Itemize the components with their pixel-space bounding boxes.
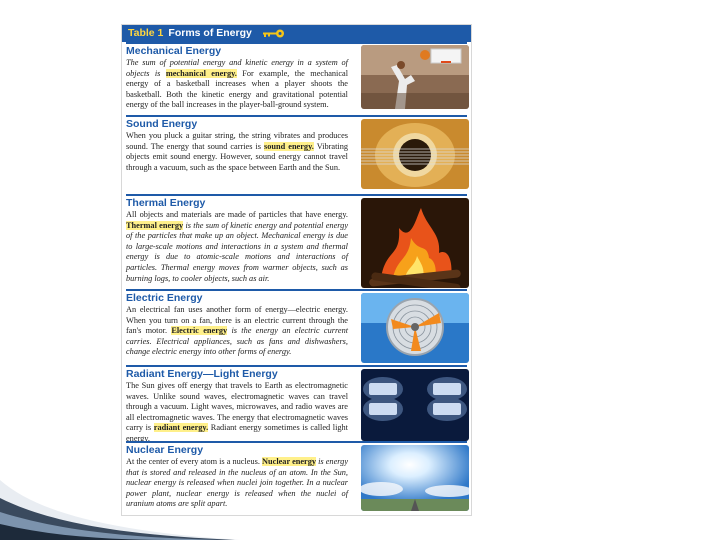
key-term: Thermal energy	[126, 220, 184, 230]
table-title: Forms of Energy	[168, 27, 252, 39]
section-text: All objects and materials are made of particles that have energy. Thermal energy is the sum of kinetic energy and potential energy of the particles that make up an object. Mechanical energy is due to large-scale motions and interactions in a system and thermal energy is due to atomic-scale motions and interactions of particles. Thermal energy moves from warmer objects, such as burning logs, to cooler objects, such as air.	[126, 210, 349, 283]
key-term: sound energy.	[264, 141, 314, 151]
section-heading: Thermal Energy	[126, 197, 206, 209]
section-text: At the center of every atom is a nucleus. Nuclear energy is energy that is stored and released in the nucleus of an atom. In the Sun, nuclear energy is released when nuclei join together. In a nuclear power plant, nuclear energy is released when the nuclei of uranium atoms are split apart.	[126, 457, 349, 509]
section-heading: Radiant Energy—Light Energy	[126, 368, 278, 380]
section-heading: Electric Energy	[126, 292, 203, 304]
key-term: Electric energy	[171, 326, 228, 336]
key-term: Nuclear energy	[262, 457, 317, 466]
section-text: An electrical fan uses another form of energy—electric energy. When you turn on a fan, there is an electric current through the fan's motor. Electric energy is the energy an electric current carries. Electrical appliances, such as fans and dishwashers, change electric energy into other forms of energy.	[126, 305, 349, 357]
section-text: The Sun gives off energy that travels to Earth as electromagnetic waves. Unlike sound waves, electromagnetic waves can travel through a vacuum. Light waves, microwaves, and radio waves are all electromagnetic waves. The energy that electromagnetic waves carry is radiant energy. Radiant energy sometimes is called light energy.	[126, 381, 348, 443]
sun-sky-photo	[361, 445, 469, 511]
forms-of-energy-table	[121, 24, 472, 516]
key-icon	[261, 29, 285, 38]
basketball-player-photo	[361, 45, 469, 109]
section-heading: Mechanical Energy	[126, 45, 222, 57]
section-text: When you pluck a guitar string, the string vibrates and produces sound. The energy that sound carries is sound energy. Vibrating objects emit sound energy. However, sound energy cannot travel through a vacuum, such as the space between Earth and the Sun.	[126, 131, 349, 172]
section-text: The sum of potential energy and kinetic energy in a system of objects is mechanical energy. For example, the mechanical energy of a basketball increases when a player shoots the basketball. Both the kinetic energy and gravitational potential energy of the ball increases in the player-ball-ground system.	[126, 58, 349, 110]
electric-fan-photo	[361, 293, 469, 363]
section-heading: Sound Energy	[126, 118, 198, 130]
table-number: Table 1	[128, 27, 164, 39]
key-term: radiant energy.	[153, 423, 209, 433]
table-title-bar	[122, 25, 471, 42]
section-heading: Nuclear Energy	[126, 444, 204, 456]
campfire-photo	[361, 198, 469, 288]
key-term: mechanical energy.	[165, 68, 237, 78]
guitar-photo	[361, 119, 469, 189]
stadium-lights-photo	[361, 369, 469, 441]
